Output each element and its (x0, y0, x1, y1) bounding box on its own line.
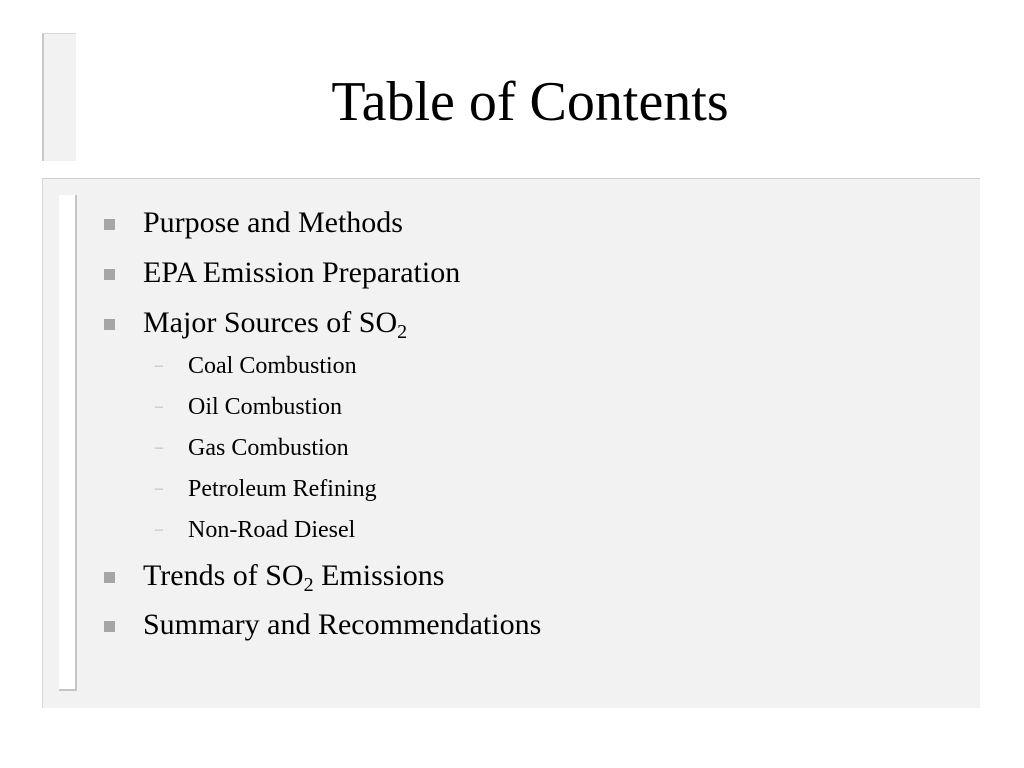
subscript: 2 (303, 574, 314, 596)
dash-bullet-icon: – (155, 521, 163, 538)
sub-list-item-label: Gas Combustion (188, 435, 349, 461)
list-item-label (143, 558, 444, 594)
square-bullet-icon (104, 572, 115, 583)
label-text-after: Emissions (313, 559, 445, 592)
dash-bullet-icon: – (155, 357, 163, 374)
label-text: Trends of SO (143, 559, 304, 592)
square-bullet-icon (104, 269, 115, 280)
sub-list-item-label: Petroleum Refining (188, 476, 377, 502)
slide-title: Table of Contents (331, 71, 729, 133)
list-item-label: EPA Emission Preparation (143, 256, 461, 289)
dash-bullet-icon: – (155, 439, 163, 456)
sub-list-item-label: Coal Combustion (188, 353, 357, 379)
square-bullet-icon (104, 621, 115, 632)
title-frame (42, 33, 76, 161)
list-item-label (143, 305, 407, 341)
dash-bullet-icon: – (155, 480, 163, 497)
subscript: 2 (397, 321, 408, 343)
content-side-bar (59, 195, 77, 691)
label-text: Major Sources of SO (143, 306, 398, 339)
list-item-label: Summary and Recommendations (143, 608, 542, 641)
dash-bullet-icon: – (155, 398, 163, 415)
square-bullet-icon (104, 219, 115, 230)
sub-list-item-label: Oil Combustion (188, 394, 343, 420)
list-item-label: Purpose and Methods (143, 206, 403, 239)
square-bullet-icon (104, 319, 115, 330)
sub-list-item-label: Non-Road Diesel (188, 517, 356, 543)
